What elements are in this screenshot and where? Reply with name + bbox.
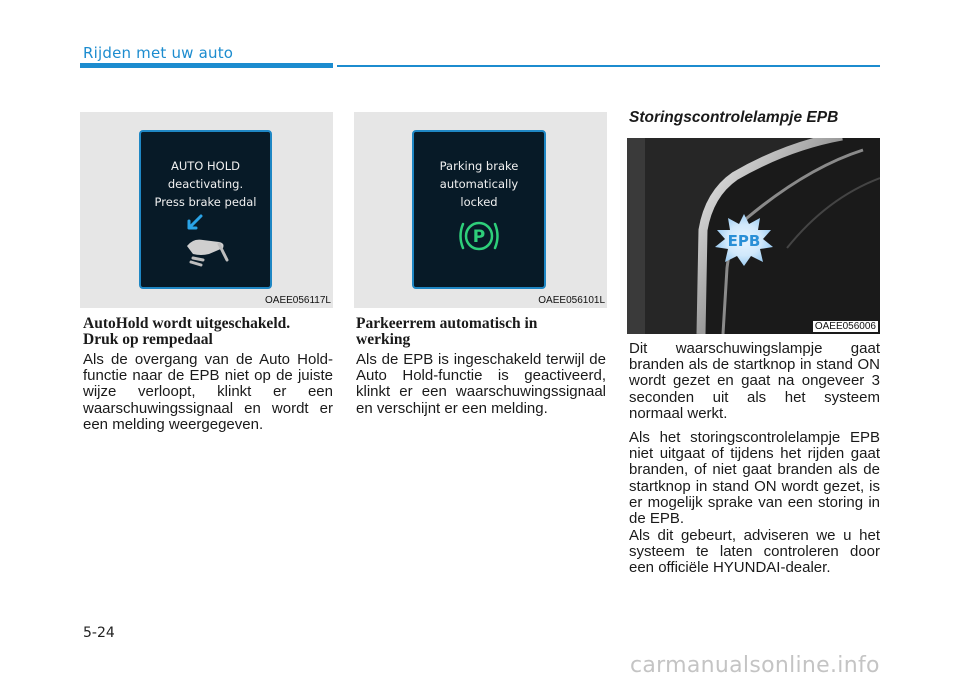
epb-paragraph-2: Als het storingscontrolelampje EPB niet uitgaat of tijdens het rijden gaat branden, of niet gaat branden als de startknop in stand ON wordt gezet, is er mogelijk sprake van een storing in de EPB. (629, 429, 880, 528)
cluster-screen (412, 130, 546, 289)
screen-line-1: AUTO HOLD (171, 159, 240, 173)
screen-line-3: Press brake pedal (154, 195, 257, 209)
svg-text:P: P (472, 227, 486, 247)
figure-code: OAEE056101L (538, 295, 605, 306)
autohold-heading (83, 316, 333, 348)
cluster-screen (139, 130, 272, 289)
autohold-heading-line-2: Druk op rempedaal (83, 331, 213, 348)
autohold-heading-line-1: AutoHold wordt uitgeschakeld. (83, 315, 291, 332)
figure-code: OAEE056117L (265, 295, 331, 306)
foot-on-brake-pedal-icon (179, 210, 233, 270)
section-header: Rijden met uw auto (83, 44, 234, 62)
parking-heading-line-2: werking (356, 331, 411, 348)
epb-paragraph-1: Dit waarschuwingslampje gaat branden als de startknop in stand ON wordt gezet en gaat na ongeveer 3 seconden uit als het systeem normaal werkt. (629, 340, 880, 422)
parking-brake-p-icon (457, 218, 501, 254)
header-rule-thick (80, 63, 333, 68)
epb-heading: Storingscontrolelampje EPB (629, 109, 839, 126)
autohold-body: Als de overgang van de Auto Hold-functie naar de EPB niet op de juiste wijze verloopt, klinkt er een waarschuwingssignaal en wordt er een melding weergegeven. (83, 351, 333, 433)
epb-warning-lamp-icon (713, 212, 775, 268)
figure-parking-brake (354, 112, 607, 308)
epb-paragraph-3: Als dit gebeurt, adviseren we u het systeem te laten controleren door een officiële HYUNDAI-dealer. (629, 527, 880, 577)
figure-autohold (80, 112, 333, 308)
epb-badge: EPB (727, 232, 761, 250)
screen-line-2: automatically (439, 177, 519, 191)
page-number: 5-24 (83, 625, 115, 641)
figure-epb-lamp (627, 138, 880, 334)
screen-line-1: Parking brake (439, 159, 519, 173)
parking-body: Als de EPB is ingeschakeld terwijl de Auto Hold-functie is geactiveerd, klinkt er een waarschuwingssignaal en verschijnt er een melding. (356, 351, 606, 417)
parking-heading (356, 316, 606, 348)
header-rule-thin (337, 65, 880, 67)
figure-code-label: OAEE056006 (814, 321, 876, 332)
screen-line-3: locked (460, 195, 498, 209)
parking-heading-line-1: Parkeerrem automatisch in (356, 315, 538, 332)
watermark: carmanualsonline.info (630, 653, 880, 678)
figure-code (813, 321, 878, 332)
screen-line-2: deactivating. (167, 177, 244, 191)
